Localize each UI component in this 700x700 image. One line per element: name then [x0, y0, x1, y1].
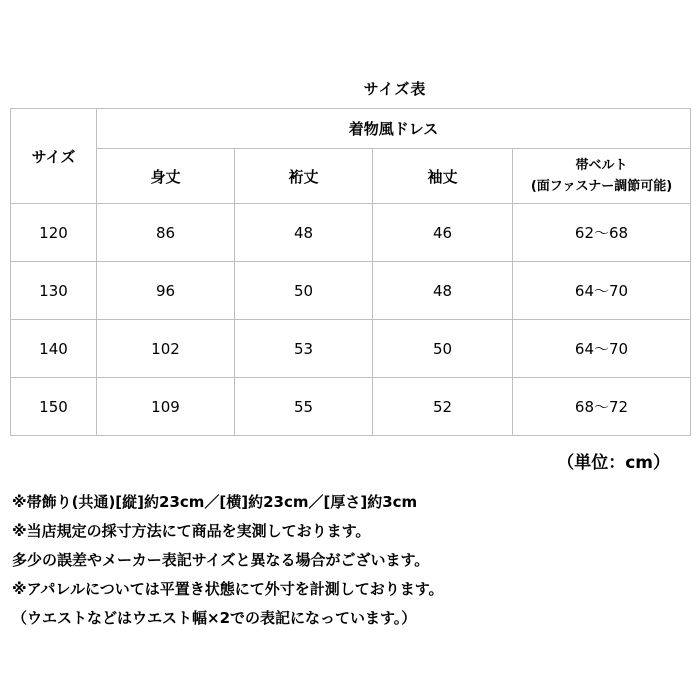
mitake-cell: 102 — [97, 320, 235, 378]
size-cell: 150 — [11, 378, 97, 436]
sodetake-cell: 50 — [373, 320, 513, 378]
note-line: ※帯飾り(共通)[縦]約23cm／[横]約23cm／[厚さ]約3cm — [12, 493, 418, 511]
size-cell: 120 — [11, 204, 97, 262]
column-header-mitake: 身丈 — [97, 149, 235, 204]
table-subheader-row — [11, 149, 691, 204]
table-header-row — [11, 109, 691, 149]
belt-header-line1: 帯ベルト — [575, 158, 628, 173]
group-header: 着物風ドレス — [97, 109, 691, 149]
size-table — [10, 108, 691, 436]
notes — [12, 488, 692, 633]
yukitake-cell: 53 — [235, 320, 373, 378]
column-header-belt — [513, 149, 691, 204]
yukitake-cell: 55 — [235, 378, 373, 436]
belt-cell: 64〜70 — [513, 320, 691, 378]
table-row — [11, 204, 691, 262]
belt-cell: 64〜70 — [513, 262, 691, 320]
table-row — [11, 262, 691, 320]
mitake-cell: 109 — [97, 378, 235, 436]
note-line: ※当店規定の採寸方法にて商品を実測しております。 — [12, 522, 371, 540]
sodetake-cell: 48 — [373, 262, 513, 320]
column-header-yukitake: 裄丈 — [235, 149, 373, 204]
note-line: 多少の誤差やメーカー表記サイズと異なる場合がございます。 — [12, 551, 430, 569]
size-cell: 140 — [11, 320, 97, 378]
sodetake-cell: 52 — [373, 378, 513, 436]
mitake-cell: 96 — [97, 262, 235, 320]
table-row — [11, 378, 691, 436]
size-cell: 130 — [11, 262, 97, 320]
column-header-sodetake: 袖丈 — [373, 149, 513, 204]
note-line: ※アパレルについては平置き状態にて外寸を計測しております。 — [12, 580, 444, 598]
belt-cell: 68〜72 — [513, 378, 691, 436]
belt-header-line2: (面ファスナー調節可能) — [530, 179, 673, 194]
page-title: サイズ表 — [363, 80, 427, 98]
belt-cell: 62〜68 — [513, 204, 691, 262]
yukitake-cell: 50 — [235, 262, 373, 320]
sodetake-cell: 46 — [373, 204, 513, 262]
mitake-cell: 86 — [97, 204, 235, 262]
yukitake-cell: 48 — [235, 204, 373, 262]
size-header: サイズ — [11, 109, 97, 204]
note-line: （ウエストなどはウエスト幅×2での表記になっています。） — [12, 609, 417, 627]
unit-label: （単位：cm） — [557, 453, 670, 473]
table-row — [11, 320, 691, 378]
